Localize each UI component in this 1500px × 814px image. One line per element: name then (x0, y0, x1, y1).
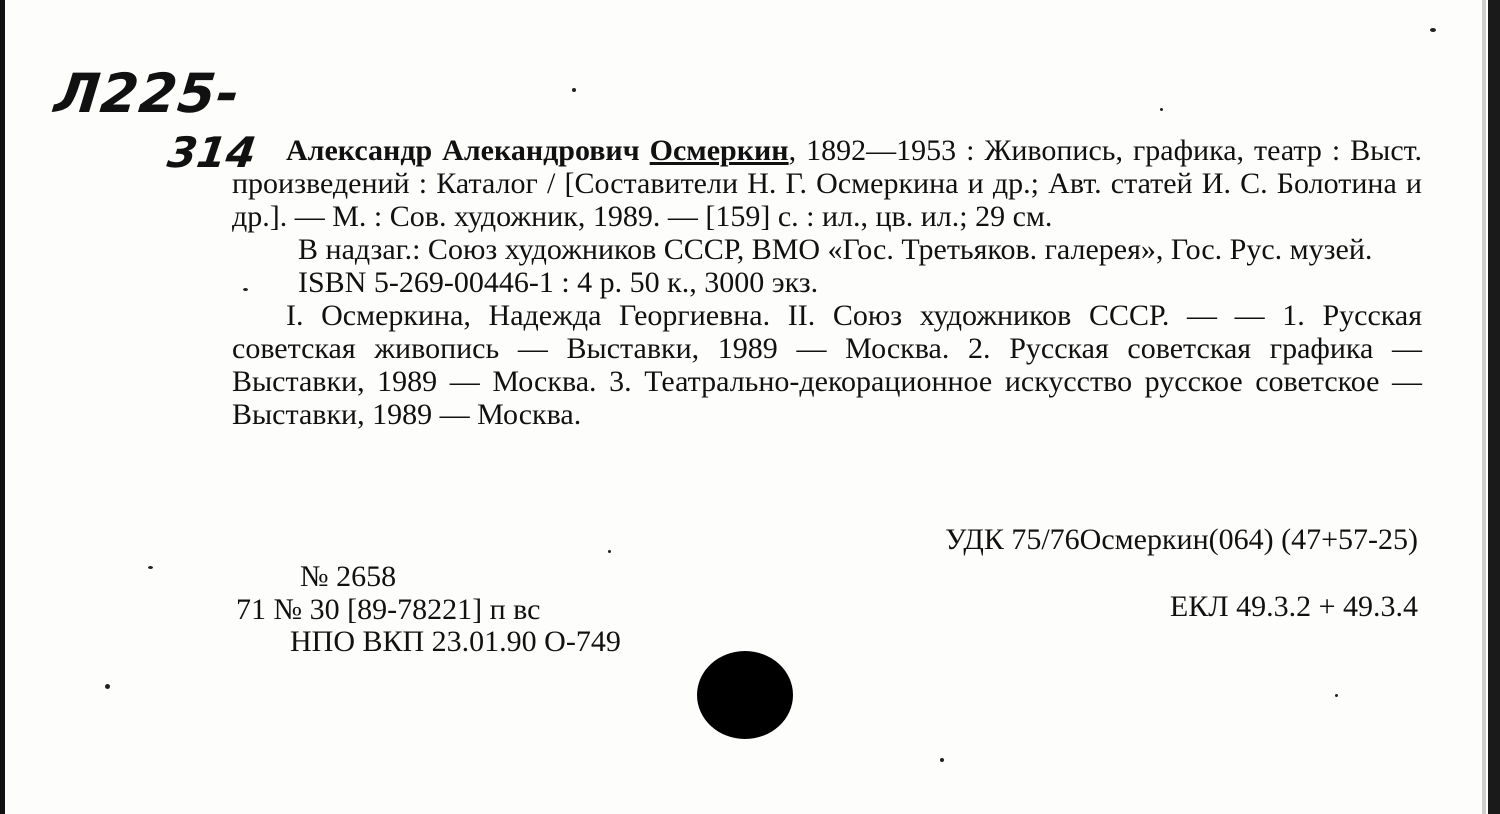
card-right-edge (1488, 0, 1500, 814)
speck (105, 684, 110, 689)
speck (148, 566, 153, 569)
punch-hole (697, 651, 793, 739)
author-name: Александр Алекандрович (286, 134, 640, 167)
speck (608, 550, 611, 553)
isbn-line: ISBN 5-269-00446-1 : 4 р. 50 к., 3000 экз. (298, 266, 819, 299)
title-description: , 1892—1953 : Живопись, графика, театр : Выст. произведений : Каталог / [Составители Н. Г. Осмеркина и др.; Авт. статей И. С. Болотина и др.]. — М. : Сов. художник, 1989. — [159] с. : ил., цв. ил.; 29 см. (232, 134, 1423, 233)
entry-heading (232, 134, 1422, 233)
bibliographic-entry (232, 134, 1422, 431)
udk-classification: УДК 75/76Осмеркин(064) (47+57-25) (945, 523, 1418, 556)
speck (1160, 108, 1163, 111)
print-info: 71 № 30 [89-78221] п вс (236, 593, 541, 626)
speck (1430, 28, 1436, 32)
speck (243, 288, 248, 291)
publisher-stamp: НПО ВКП 23.01.90 О-749 (290, 625, 621, 658)
speck (1335, 694, 1338, 697)
speck (940, 758, 944, 762)
card-number: № 2658 (300, 560, 397, 593)
card-left-edge (0, 0, 5, 814)
author-surname: Осмеркин (649, 134, 789, 167)
call-number-line1: Л225- (51, 62, 244, 125)
note-line: В надзаг.: Союз художников СССР, ВМО «Гос. Третьяков. галерея», Гос. Рус. музей. (298, 233, 1373, 266)
call-number-line2: 314 (164, 128, 260, 177)
ekl-classification: ЕКЛ 49.3.2 + 49.3.4 (1169, 590, 1418, 623)
speck (572, 88, 576, 92)
tracings: I. Осмеркина, Надежда Георгиевна. II. Союз художников СССР. — — 1. Русская советская живопись — Выставки, 1989 — Москва. 2. Русская советская графика — Выставки, 1989 — Москва. 3. Театрально-декорационное искусство русское советское — Выставки, 1989 — Москва. (232, 299, 1422, 431)
